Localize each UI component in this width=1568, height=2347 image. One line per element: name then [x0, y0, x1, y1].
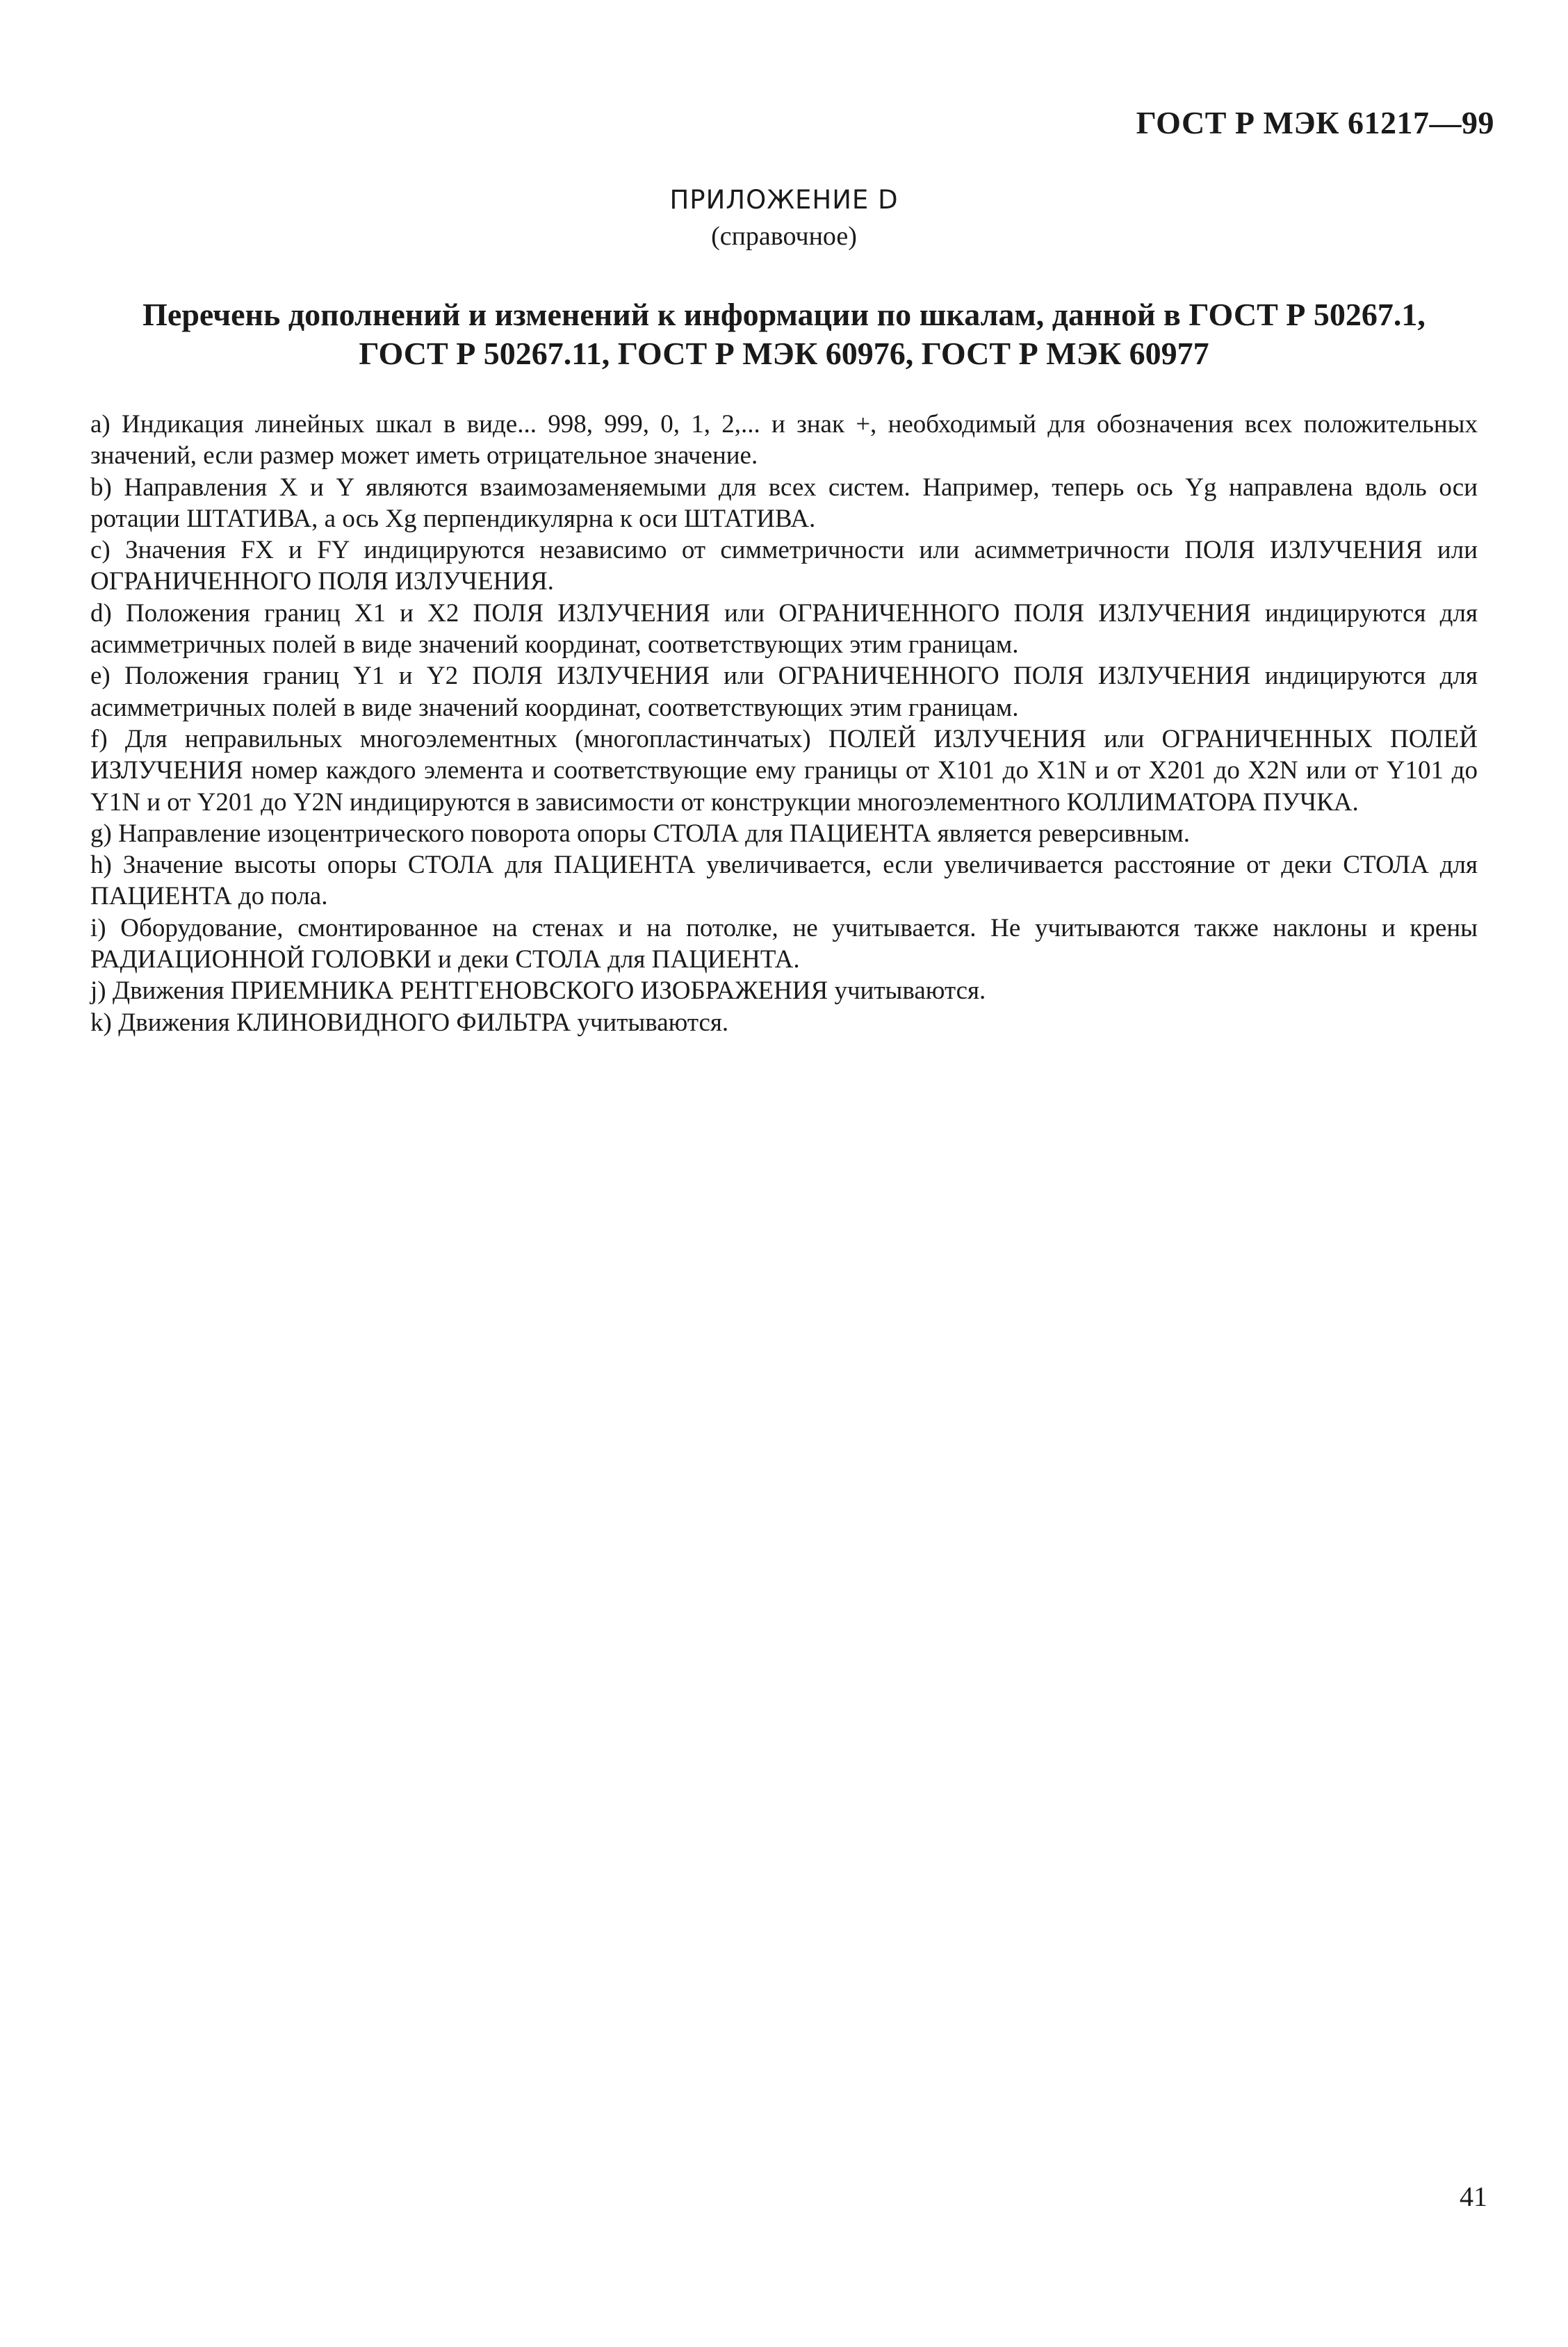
item-e: e) Положения границ Y1 и Y2 ПОЛЯ ИЗЛУЧЕНИЯ или ОГРАНИЧЕННОГО ПОЛЯ ИЗЛУЧЕНИЯ индицируются для асимметричных полей в виде значений координат, соответствующих этим границам.: [90, 662, 1478, 722]
standard-code: ГОСТ Р МЭК 61217—99: [1136, 105, 1494, 140]
annex-label: ПРИЛОЖЕНИЕ D: [669, 185, 899, 215]
title-line-1: Перечень дополнений и изменений к информации по шкалам, данной в ГОСТ Р 50267.1,: [142, 297, 1426, 332]
item-k: k) Движения КЛИНОВИДНОГО ФИЛЬТРА учитываются.: [90, 1008, 729, 1037]
item-b: b) Направления X и Y являются взаимозаменяемыми для всех систем. Например, теперь ось Yg направлена вдоль оси ротации ШТАТИВА, а ось Xg перпендикулярна к оси ШТАТИВА.: [90, 473, 1478, 533]
item-i: i) Оборудование, смонтированное на стенах и на потолке, не учитывается. Не учитываются также наклоны и крены РАДИАЦИОННОЙ ГОЛОВКИ и деки СТОЛА для ПАЦИЕНТА.: [90, 913, 1478, 974]
item-g: g) Направление изоцентрического поворота опоры СТОЛА для ПАЦИЕНТА является реверсивным.: [90, 819, 1191, 848]
item-h: h) Значение высоты опоры СТОЛА для ПАЦИЕНТА увеличивается, если увеличивается расстояние от деки СТОЛА для ПАЦИЕНТА до пола.: [90, 851, 1478, 911]
document-title: [83, 295, 1485, 373]
annex-status: (справочное): [711, 222, 857, 251]
item-c: c) Значения FX и FY индицируются независимо от симметричности или асимметричности ПОЛЯ ИЗЛУЧЕНИЯ или ОГРАНИЧЕННОГО ПОЛЯ ИЗЛУЧЕНИЯ.: [90, 536, 1478, 596]
page-number: 41: [1460, 2181, 1487, 2212]
annex-heading: [0, 182, 1568, 254]
item-j: j) Движения ПРИЕМНИКА РЕНТГЕНОВСКОГО ИЗОБРАЖЕНИЯ учитываются.: [90, 976, 986, 1006]
item-a: a) Индикация линейных шкал в виде... 998, 999, 0, 1, 2,... и знак +, необходимый для обозначения всех положительных значений, если размер может иметь отрицательное значение.: [90, 410, 1478, 471]
item-d: d) Положения границ X1 и X2 ПОЛЯ ИЗЛУЧЕНИЯ или ОГРАНИЧЕННОГО ПОЛЯ ИЗЛУЧЕНИЯ индицируются для асимметричных полей в виде значений координат, соответствующих этим границам.: [90, 598, 1478, 660]
title-line-2: ГОСТ Р 50267.11, ГОСТ Р МЭК 60976, ГОСТ Р МЭК 60977: [359, 336, 1209, 371]
items-list: [90, 409, 1478, 1038]
item-f: f) Для неправильных многоэлементных (многопластинчатых) ПОЛЕЙ ИЗЛУЧЕНИЯ или ОГРАНИЧЕННЫХ ПОЛЕЙ ИЗЛУЧЕНИЯ номер каждого элемента и соответствующие ему границы от X101 до X1N и от X201 до X2N или от Y101 до Y1N и от Y201 до Y2N индицируются в зависимости от конструкции многоэлементного КОЛЛИМАТОРА ПУЧКА.: [90, 724, 1478, 817]
